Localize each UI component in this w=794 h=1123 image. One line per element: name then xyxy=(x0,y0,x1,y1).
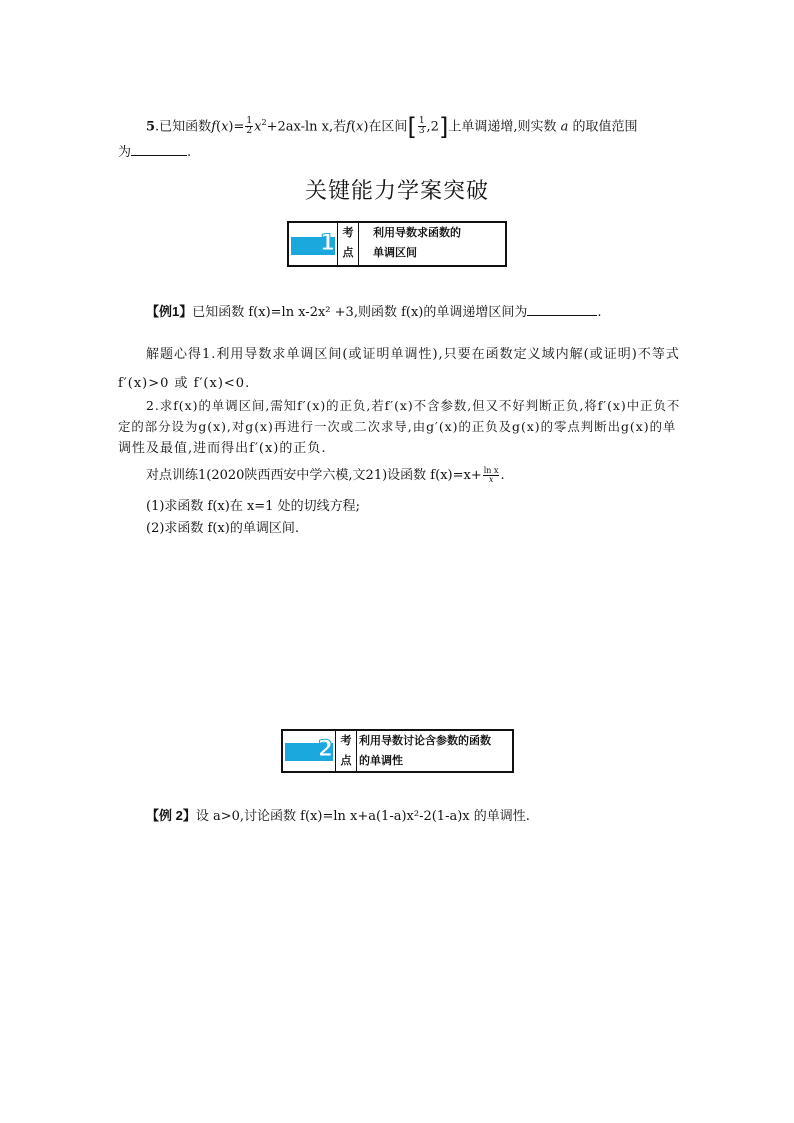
insight-line-2: f′(x)>0 或 f′(x)<0. xyxy=(118,376,251,391)
training-frac-numerator: ln x xyxy=(483,466,499,475)
variable-x: x xyxy=(221,119,229,135)
insight-line-5: 调性及最值,进而得出f′(x)的正负. xyxy=(118,441,327,456)
equals: )= xyxy=(228,119,245,135)
problem-text-4: 上单调递增,则实数 xyxy=(448,119,557,135)
problem-text-2: ,若 xyxy=(328,119,347,135)
kaodian-2-title xyxy=(357,731,491,771)
example-2 xyxy=(146,807,530,826)
example-1-label: 【例1】 xyxy=(146,304,193,319)
training-1-question-1: (1)求函数 f(x)在 x=1 处的切线方程; xyxy=(146,499,360,514)
fraction-numerator: 1 xyxy=(246,116,253,127)
insight-line-1: 解题心得1.利用导数求单调区间(或证明单调性),只要在函数定义域内解(或证明)不等式 xyxy=(146,347,680,362)
problem-text-6: 为 xyxy=(118,145,132,160)
problem-text: .已知函数 xyxy=(155,119,212,135)
kaodian-2-badge xyxy=(283,731,336,771)
interval-denominator: 3 xyxy=(418,126,425,137)
kaodian-2-label xyxy=(336,731,357,771)
kaodian-1-badge xyxy=(289,223,338,265)
kaodian-label-bottom: 点 xyxy=(340,754,352,767)
kaodian-2-title-line-1: 利用导数讨论含参数的函数 xyxy=(359,734,491,747)
kaodian-1-title-line-1: 利用导数求函数的 xyxy=(373,226,461,239)
example-1-text: 已知函数 f(x)=ln x-2x² +3,则函数 f(x)的单调递增区间为 xyxy=(192,305,528,320)
kaodian-1-number: 1 xyxy=(319,231,335,256)
interval-numerator: 1 xyxy=(418,116,425,127)
bracket-left: [ xyxy=(407,112,417,141)
insight-line-4: 定的部分设为g(x),对g(x)再进行一次或二次求导,由g′(x)的正负及g(x)的零点判断出g(x)的单 xyxy=(118,419,677,434)
kaodian-2-title-line-2: 的单调性 xyxy=(359,754,403,767)
function-symbol: f xyxy=(211,119,216,135)
kaodian-1-label xyxy=(338,223,359,265)
training-1 xyxy=(146,467,505,485)
problem-5-line-1: 5.已知函数f(x)= $\frac{1}{2}$ $x^2+2ax-\ln$ x,若f(x)在区间[ $\frac{1}{3}$ ,2]上单调递增,则实数 a 的取值范围 xyxy=(146,112,638,141)
kaodian-label-bottom: 点 xyxy=(342,246,354,259)
example-1-end: . xyxy=(597,305,602,320)
fraction-half xyxy=(245,117,253,136)
variable-a: a xyxy=(560,119,569,135)
kaodian-1-box xyxy=(287,221,507,267)
example-1 xyxy=(146,303,602,322)
training-1-end: . xyxy=(500,468,505,483)
answer-blank-2[interactable] xyxy=(527,303,597,316)
training-1-text: 对点训练1(2020陕西西安中学六模,文21)设函数 f(x)=x+ xyxy=(146,468,482,483)
training-frac-denominator: x xyxy=(488,475,494,484)
poly-exponent: 2 xyxy=(261,118,267,127)
kaodian-1-title xyxy=(359,223,461,265)
poly-rest: +2ax-ln x xyxy=(266,119,329,135)
problem-5-line-2: 为 . xyxy=(118,145,192,160)
example-2-label: 【例 2】 xyxy=(146,808,196,823)
kaodian-2-box xyxy=(281,729,514,773)
kaodian-label-top: 考 xyxy=(342,226,354,239)
kaodian-2-number: 2 xyxy=(317,737,333,762)
problem-text-5: 的取值范围 xyxy=(572,119,638,135)
poly-x: x xyxy=(254,119,262,135)
bracket-right: ] xyxy=(438,112,449,141)
section-heading: 关键能力学案突破 xyxy=(304,179,489,204)
training-1-question-2: (2)求函数 f(x)的单调区间. xyxy=(146,521,299,536)
kaodian-label-top: 考 xyxy=(340,734,352,747)
fraction-denominator: 2 xyxy=(246,126,253,137)
training-1-fraction xyxy=(483,467,500,484)
answer-blank-1[interactable] xyxy=(131,143,187,156)
fraction-third xyxy=(418,117,426,136)
interval-end: ,2 xyxy=(426,119,439,135)
kaodian-1-title-line-2: 单调区间 xyxy=(373,246,417,259)
insight-line-3: 2.求f(x)的单调区间,需知f′(x)的正负,若f′(x)不含参数,但又不好判断正负,将f′(x)中正负不 xyxy=(146,398,681,413)
problem-number: 5 xyxy=(146,119,156,135)
example-2-text: 设 a>0,讨论函数 f(x)=ln x+a(1-a)x²-2(1-a)x 的单调性. xyxy=(195,809,530,824)
problem-text-3: 在区间 xyxy=(368,119,408,135)
